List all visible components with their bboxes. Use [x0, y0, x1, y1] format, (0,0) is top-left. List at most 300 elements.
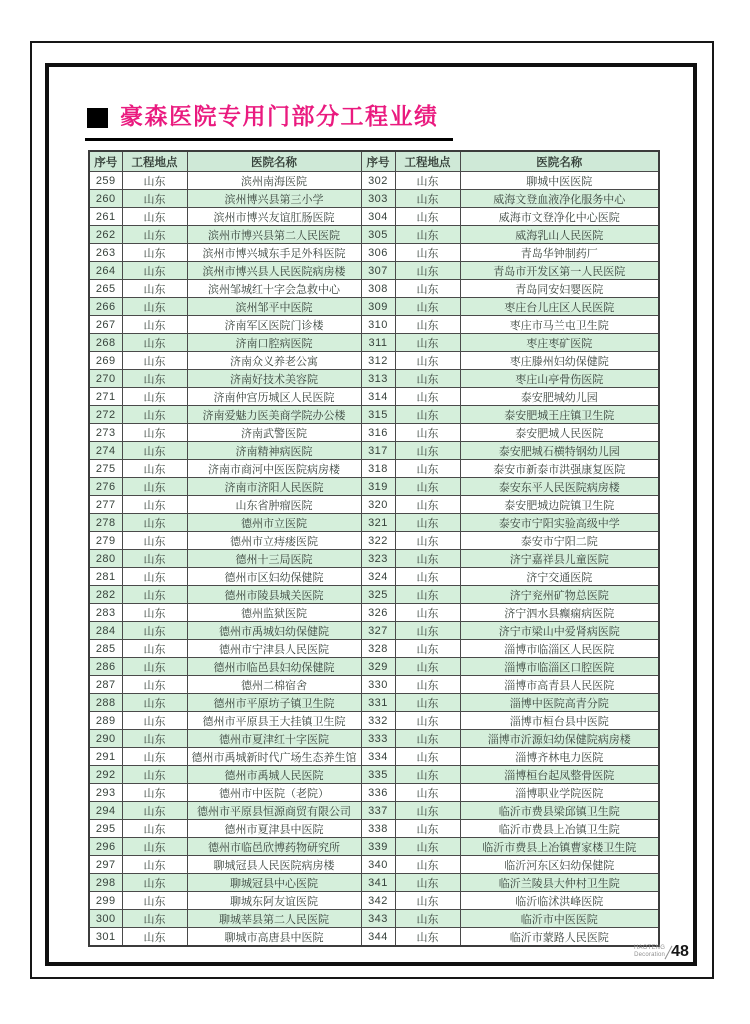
serial-cell: 334 — [361, 748, 395, 766]
serial-cell: 314 — [361, 388, 395, 406]
location-cell: 山东 — [395, 190, 460, 208]
serial-cell: 336 — [361, 784, 395, 802]
location-cell: 山东 — [122, 514, 187, 532]
hospital-cell: 泰安市新泰市洪强康复医院 — [460, 460, 659, 478]
hospital-cell: 济宁交通医院 — [460, 568, 659, 586]
hospital-cell: 临沂市费县梁邱镇卫生院 — [460, 802, 659, 820]
table-row — [89, 478, 659, 496]
table-row — [89, 226, 659, 244]
serial-cell: 296 — [89, 838, 122, 856]
location-cell: 山东 — [122, 262, 187, 280]
serial-cell: 344 — [361, 928, 395, 947]
hospital-cell: 聊城市高唐县中医院 — [187, 928, 361, 947]
hospital-cell: 泰安肥城王庄镇卫生院 — [460, 406, 659, 424]
table-row — [89, 550, 659, 568]
serial-cell: 342 — [361, 892, 395, 910]
serial-cell: 308 — [361, 280, 395, 298]
hospital-cell: 枣庄滕州妇幼保健院 — [460, 352, 659, 370]
hospital-cell: 济宁兖州矿物总医院 — [460, 586, 659, 604]
location-cell: 山东 — [122, 910, 187, 928]
hospital-cell: 德州市陵县城关医院 — [187, 586, 361, 604]
serial-cell: 325 — [361, 586, 395, 604]
hospital-cell: 青岛华钟制药厂 — [460, 244, 659, 262]
serial-cell: 335 — [361, 766, 395, 784]
location-cell: 山东 — [122, 838, 187, 856]
serial-cell: 327 — [361, 622, 395, 640]
hospital-cell: 济南众义养老公寓 — [187, 352, 361, 370]
serial-cell: 312 — [361, 352, 395, 370]
hospital-cell: 淄博市桓台县中医院 — [460, 712, 659, 730]
serial-cell: 343 — [361, 910, 395, 928]
location-cell: 山东 — [122, 622, 187, 640]
hospital-cell: 德州市禹城新时代广场生态养生馆 — [187, 748, 361, 766]
hospital-cell: 聊城东阿友谊医院 — [187, 892, 361, 910]
serial-cell: 276 — [89, 478, 122, 496]
location-cell: 山东 — [395, 712, 460, 730]
serial-cell: 286 — [89, 658, 122, 676]
location-cell: 山东 — [395, 766, 460, 784]
location-cell: 山东 — [395, 802, 460, 820]
location-cell: 山东 — [122, 334, 187, 352]
table-row — [89, 316, 659, 334]
hospital-cell: 淄博市高青县人民医院 — [460, 676, 659, 694]
location-cell: 山东 — [395, 442, 460, 460]
serial-cell: 320 — [361, 496, 395, 514]
table-row — [89, 208, 659, 226]
location-cell: 山东 — [122, 694, 187, 712]
location-cell: 山东 — [395, 280, 460, 298]
table-row — [89, 244, 659, 262]
location-cell: 山东 — [395, 838, 460, 856]
table-row — [89, 820, 659, 838]
hospital-cell: 淄博桓台起凤整骨医院 — [460, 766, 659, 784]
serial-cell: 324 — [361, 568, 395, 586]
hospital-cell: 德州市宁津县人民医院 — [187, 640, 361, 658]
hospital-cell: 威海文登血液净化服务中心 — [460, 190, 659, 208]
hospital-cell: 德州二棉宿舍 — [187, 676, 361, 694]
location-cell: 山东 — [122, 856, 187, 874]
page-number: 48 — [671, 943, 689, 960]
location-cell: 山东 — [122, 280, 187, 298]
serial-cell: 293 — [89, 784, 122, 802]
hospital-cell: 枣庄市马兰屯卫生院 — [460, 316, 659, 334]
hospital-cell: 聊城中医医院 — [460, 172, 659, 190]
brand-text — [634, 945, 665, 959]
location-cell: 山东 — [395, 658, 460, 676]
serial-cell: 341 — [361, 874, 395, 892]
serial-cell: 283 — [89, 604, 122, 622]
table-row — [89, 910, 659, 928]
serial-cell: 287 — [89, 676, 122, 694]
location-cell: 山东 — [122, 352, 187, 370]
hospital-cell: 临沂市蒙路人民医院 — [460, 928, 659, 947]
location-cell: 山东 — [395, 604, 460, 622]
hospital-cell: 德州市平原县王大挂镇卫生院 — [187, 712, 361, 730]
serial-cell: 261 — [89, 208, 122, 226]
location-cell: 山东 — [395, 676, 460, 694]
hospital-cell: 滨州邹城红十字会急救中心 — [187, 280, 361, 298]
serial-cell: 266 — [89, 298, 122, 316]
location-cell: 山东 — [122, 766, 187, 784]
location-cell: 山东 — [395, 730, 460, 748]
serial-cell: 331 — [361, 694, 395, 712]
location-cell: 山东 — [122, 568, 187, 586]
serial-cell: 280 — [89, 550, 122, 568]
serial-cell: 307 — [361, 262, 395, 280]
hospital-cell: 济南精神病医院 — [187, 442, 361, 460]
hospital-cell: 聊城冠县中心医院 — [187, 874, 361, 892]
location-cell: 山东 — [122, 802, 187, 820]
hospital-cell: 济宁泗水县癫痫病医院 — [460, 604, 659, 622]
serial-cell: 316 — [361, 424, 395, 442]
location-cell: 山东 — [395, 496, 460, 514]
header-serial-left: 序号 — [89, 151, 122, 172]
location-cell: 山东 — [395, 298, 460, 316]
hospital-cell: 泰安东平人民医院病房楼 — [460, 478, 659, 496]
location-cell: 山东 — [395, 262, 460, 280]
serial-cell: 259 — [89, 172, 122, 190]
location-cell: 山东 — [395, 622, 460, 640]
location-cell: 山东 — [122, 676, 187, 694]
hospital-cell: 德州监狱医院 — [187, 604, 361, 622]
serial-cell: 306 — [361, 244, 395, 262]
serial-cell: 292 — [89, 766, 122, 784]
hospital-cell: 淄博齐林电力医院 — [460, 748, 659, 766]
location-cell: 山东 — [122, 928, 187, 947]
table-header-row — [89, 151, 659, 172]
location-cell: 山东 — [122, 784, 187, 802]
table-row — [89, 676, 659, 694]
hospital-cell: 德州市平原县恒源商贸有限公司 — [187, 802, 361, 820]
serial-cell: 272 — [89, 406, 122, 424]
location-cell: 山东 — [122, 712, 187, 730]
hospital-cell: 滨州邹平中医院 — [187, 298, 361, 316]
location-cell: 山东 — [122, 370, 187, 388]
location-cell: 山东 — [395, 784, 460, 802]
hospital-cell: 淄博职业学院医院 — [460, 784, 659, 802]
hospital-cell: 泰安肥城石横特钢幼儿园 — [460, 442, 659, 460]
location-cell: 山东 — [122, 442, 187, 460]
table-row — [89, 532, 659, 550]
hospital-cell: 济南市济阳人民医院 — [187, 478, 361, 496]
hospital-cell: 德州市临邑县妇幼保健院 — [187, 658, 361, 676]
table-row — [89, 640, 659, 658]
hospital-cell: 威海市文登净化中心医院 — [460, 208, 659, 226]
location-cell: 山东 — [122, 640, 187, 658]
location-cell: 山东 — [395, 370, 460, 388]
table-row — [89, 190, 659, 208]
hospital-cell: 淄博市沂源妇幼保健院病房楼 — [460, 730, 659, 748]
brand-line2: Decoration — [634, 952, 666, 958]
hospital-cell: 临沂河东区妇幼保健院 — [460, 856, 659, 874]
serial-cell: 319 — [361, 478, 395, 496]
serial-cell: 273 — [89, 424, 122, 442]
brand-line1: HAOTENG — [634, 944, 666, 951]
hospital-cell: 山东省肿瘤医院 — [187, 496, 361, 514]
hospital-cell: 德州市区妇幼保健院 — [187, 568, 361, 586]
table-row — [89, 928, 659, 947]
page-title-block — [85, 98, 453, 141]
table-row — [89, 496, 659, 514]
serial-cell: 321 — [361, 514, 395, 532]
location-cell: 山东 — [122, 532, 187, 550]
hospital-cell: 临沂市费县上冶镇卫生院 — [460, 820, 659, 838]
hospital-cell: 德州市禹城人民医院 — [187, 766, 361, 784]
hospital-cell: 泰安肥城幼儿园 — [460, 388, 659, 406]
location-cell: 山东 — [122, 208, 187, 226]
hospital-cell: 济南市商河中医医院病房楼 — [187, 460, 361, 478]
location-cell: 山东 — [395, 316, 460, 334]
serial-cell: 330 — [361, 676, 395, 694]
location-cell: 山东 — [122, 406, 187, 424]
location-cell: 山东 — [122, 496, 187, 514]
hospital-cell: 滨州博兴县第三小学 — [187, 190, 361, 208]
table-row — [89, 280, 659, 298]
hospital-cell: 泰安市宁阳实验高级中学 — [460, 514, 659, 532]
serial-cell: 285 — [89, 640, 122, 658]
location-cell: 山东 — [122, 172, 187, 190]
location-cell: 山东 — [395, 694, 460, 712]
serial-cell: 267 — [89, 316, 122, 334]
page-title: 豪森医院专用门部分工程业绩 — [120, 103, 439, 129]
hospital-cell: 济南好技术美容院 — [187, 370, 361, 388]
location-cell: 山东 — [395, 352, 460, 370]
location-cell: 山东 — [122, 820, 187, 838]
table-row — [89, 730, 659, 748]
location-cell: 山东 — [122, 748, 187, 766]
table-row — [89, 334, 659, 352]
location-cell: 山东 — [122, 388, 187, 406]
serial-cell: 279 — [89, 532, 122, 550]
hospital-cell: 泰安肥城边院镇卫生院 — [460, 496, 659, 514]
hospital-cell: 滨州市博兴县第二人民医院 — [187, 226, 361, 244]
location-cell: 山东 — [395, 172, 460, 190]
hospital-cell: 德州市立医院 — [187, 514, 361, 532]
location-cell: 山东 — [122, 874, 187, 892]
serial-cell: 313 — [361, 370, 395, 388]
location-cell: 山东 — [395, 208, 460, 226]
serial-cell: 332 — [361, 712, 395, 730]
serial-cell: 301 — [89, 928, 122, 947]
location-cell: 山东 — [395, 892, 460, 910]
location-cell: 山东 — [395, 334, 460, 352]
table-row — [89, 424, 659, 442]
serial-cell: 326 — [361, 604, 395, 622]
hospital-cell: 淄博市临淄区口腔医院 — [460, 658, 659, 676]
serial-cell: 305 — [361, 226, 395, 244]
hospital-cell: 临沂市中医医院 — [460, 910, 659, 928]
serial-cell: 309 — [361, 298, 395, 316]
hospital-cell: 济南军区医院门诊楼 — [187, 316, 361, 334]
hospital-cell: 威海乳山人民医院 — [460, 226, 659, 244]
hospital-cell: 济宁嘉祥县儿童医院 — [460, 550, 659, 568]
table-row — [89, 370, 659, 388]
serial-cell: 340 — [361, 856, 395, 874]
hospital-cell: 济南仲宫历城区人民医院 — [187, 388, 361, 406]
serial-cell: 310 — [361, 316, 395, 334]
location-cell: 山东 — [395, 586, 460, 604]
hospital-cell: 德州市立痔瘘医院 — [187, 532, 361, 550]
hospital-cell: 淄博市临淄区人民医院 — [460, 640, 659, 658]
serial-cell: 317 — [361, 442, 395, 460]
hospital-cell: 济南口腔病医院 — [187, 334, 361, 352]
table-row — [89, 604, 659, 622]
serial-cell: 269 — [89, 352, 122, 370]
location-cell: 山东 — [122, 604, 187, 622]
location-cell: 山东 — [395, 226, 460, 244]
serial-cell: 333 — [361, 730, 395, 748]
hospital-cell: 临沂兰陵县大仲村卫生院 — [460, 874, 659, 892]
hospital-cell: 济南武警医院 — [187, 424, 361, 442]
header-hospital-left: 医院名称 — [187, 151, 361, 172]
serial-cell: 318 — [361, 460, 395, 478]
hospital-cell: 枣庄台儿庄区人民医院 — [460, 298, 659, 316]
serial-cell: 328 — [361, 640, 395, 658]
table-row — [89, 460, 659, 478]
serial-cell: 299 — [89, 892, 122, 910]
hospital-cell: 德州市禹城妇幼保健院 — [187, 622, 361, 640]
header-location-left: 工程地点 — [122, 151, 187, 172]
serial-cell: 288 — [89, 694, 122, 712]
serial-cell: 290 — [89, 730, 122, 748]
serial-cell: 271 — [89, 388, 122, 406]
hospital-cell: 济宁市梁山中爱肾病医院 — [460, 622, 659, 640]
location-cell: 山东 — [122, 316, 187, 334]
serial-cell: 339 — [361, 838, 395, 856]
location-cell: 山东 — [395, 568, 460, 586]
location-cell: 山东 — [122, 190, 187, 208]
location-cell: 山东 — [395, 244, 460, 262]
hospital-cell: 泰安市宁阳二院 — [460, 532, 659, 550]
hospital-cell: 德州市夏津红十字医院 — [187, 730, 361, 748]
hospital-cell: 滨州市博兴城东手足外科医院 — [187, 244, 361, 262]
hospital-cell: 德州市平原坊子镇卫生院 — [187, 694, 361, 712]
hospital-cell: 滨州市博兴县人民医院病房楼 — [187, 262, 361, 280]
location-cell: 山东 — [395, 910, 460, 928]
table-row — [89, 712, 659, 730]
serial-cell: 291 — [89, 748, 122, 766]
hospital-cell: 青岛市开发区第一人民医院 — [460, 262, 659, 280]
location-cell: 山东 — [395, 748, 460, 766]
hospital-cell: 德州十三局医院 — [187, 550, 361, 568]
serial-cell: 284 — [89, 622, 122, 640]
serial-cell: 298 — [89, 874, 122, 892]
location-cell: 山东 — [122, 730, 187, 748]
hospital-cell: 青岛同安妇婴医院 — [460, 280, 659, 298]
location-cell: 山东 — [122, 460, 187, 478]
table-row — [89, 622, 659, 640]
location-cell: 山东 — [122, 226, 187, 244]
table-row — [89, 658, 659, 676]
serial-cell: 294 — [89, 802, 122, 820]
location-cell: 山东 — [395, 532, 460, 550]
serial-cell: 304 — [361, 208, 395, 226]
header-location-right: 工程地点 — [395, 151, 460, 172]
hospital-cell: 临沂临沭洪峰医院 — [460, 892, 659, 910]
location-cell: 山东 — [395, 514, 460, 532]
serial-cell: 264 — [89, 262, 122, 280]
hospital-cell: 济南爱魅力医美商学院办公楼 — [187, 406, 361, 424]
serial-cell: 278 — [89, 514, 122, 532]
location-cell: 山东 — [122, 478, 187, 496]
location-cell: 山东 — [395, 460, 460, 478]
location-cell: 山东 — [395, 640, 460, 658]
location-cell: 山东 — [395, 406, 460, 424]
title-bullet-square-icon — [87, 108, 108, 128]
serial-cell: 274 — [89, 442, 122, 460]
serial-cell: 302 — [361, 172, 395, 190]
serial-cell: 295 — [89, 820, 122, 838]
location-cell: 山东 — [395, 928, 460, 947]
serial-cell: 303 — [361, 190, 395, 208]
serial-cell: 277 — [89, 496, 122, 514]
location-cell: 山东 — [395, 424, 460, 442]
table-row — [89, 874, 659, 892]
hospital-cell: 枣庄山亭骨伤医院 — [460, 370, 659, 388]
location-cell: 山东 — [395, 550, 460, 568]
table-row — [89, 802, 659, 820]
serial-cell: 260 — [89, 190, 122, 208]
serial-cell: 322 — [361, 532, 395, 550]
header-serial-right: 序号 — [361, 151, 395, 172]
hospital-cell: 德州市夏津县中医院 — [187, 820, 361, 838]
table-row — [89, 856, 659, 874]
serial-cell: 338 — [361, 820, 395, 838]
serial-cell: 275 — [89, 460, 122, 478]
table-row — [89, 766, 659, 784]
hospital-cell: 滨州南海医院 — [187, 172, 361, 190]
serial-cell: 297 — [89, 856, 122, 874]
hospital-cell: 临沂市费县上冶镇曹家楼卫生院 — [460, 838, 659, 856]
brand-mark — [634, 944, 689, 960]
serial-cell: 323 — [361, 550, 395, 568]
serial-cell: 300 — [89, 910, 122, 928]
table-row — [89, 442, 659, 460]
table-row — [89, 694, 659, 712]
location-cell: 山东 — [122, 244, 187, 262]
location-cell: 山东 — [122, 658, 187, 676]
location-cell: 山东 — [122, 892, 187, 910]
serial-cell: 281 — [89, 568, 122, 586]
location-cell: 山东 — [395, 856, 460, 874]
serial-cell: 263 — [89, 244, 122, 262]
table-row — [89, 262, 659, 280]
serial-cell: 262 — [89, 226, 122, 244]
location-cell: 山东 — [122, 424, 187, 442]
table-row — [89, 388, 659, 406]
serial-cell: 282 — [89, 586, 122, 604]
location-cell: 山东 — [122, 298, 187, 316]
table-row — [89, 352, 659, 370]
location-cell: 山东 — [122, 586, 187, 604]
projects-table — [88, 150, 660, 947]
hospital-cell: 枣庄枣矿医院 — [460, 334, 659, 352]
hospital-cell: 聊城冠县人民医院病房楼 — [187, 856, 361, 874]
hospital-cell: 泰安肥城人民医院 — [460, 424, 659, 442]
table-row — [89, 748, 659, 766]
serial-cell: 337 — [361, 802, 395, 820]
hospital-cell: 滨州市博兴友谊肛肠医院 — [187, 208, 361, 226]
table-row — [89, 298, 659, 316]
location-cell: 山东 — [122, 550, 187, 568]
header-hospital-right: 医院名称 — [460, 151, 659, 172]
serial-cell: 329 — [361, 658, 395, 676]
table-row — [89, 406, 659, 424]
serial-cell: 265 — [89, 280, 122, 298]
serial-cell: 268 — [89, 334, 122, 352]
hospital-cell: 淄博中医院高青分院 — [460, 694, 659, 712]
location-cell: 山东 — [395, 388, 460, 406]
